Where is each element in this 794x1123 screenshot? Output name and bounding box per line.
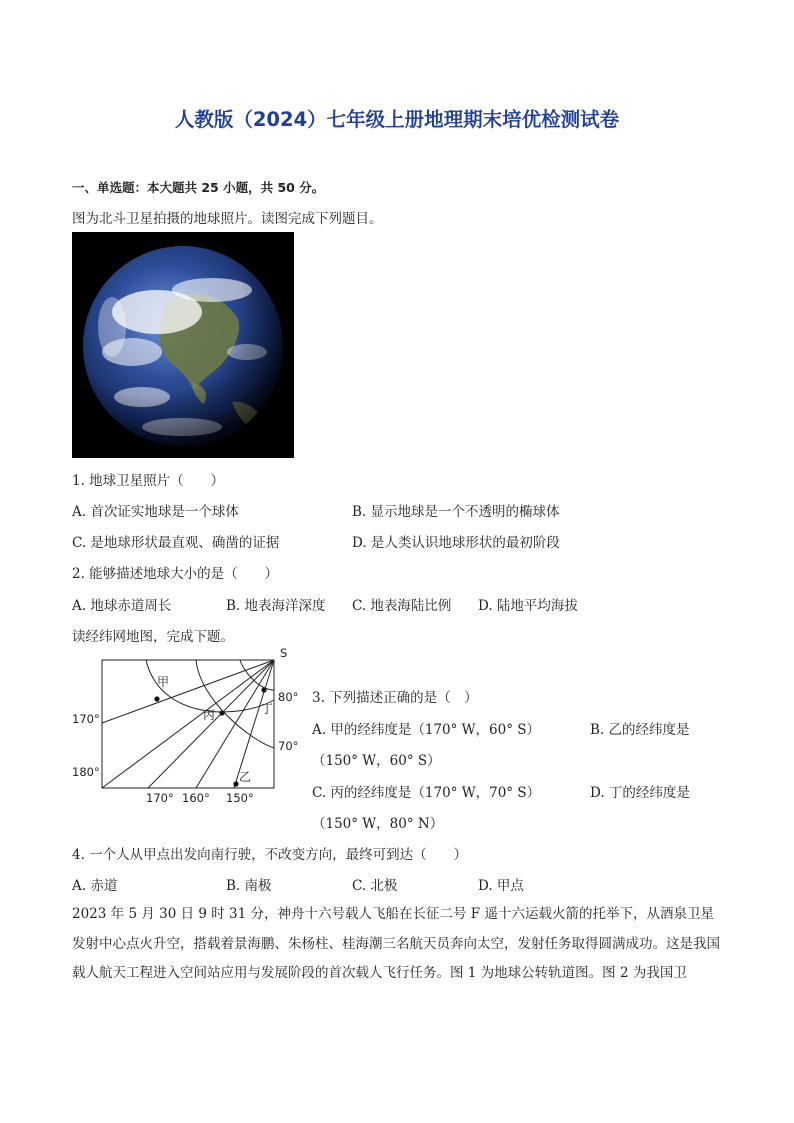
label-b160: 160° [182, 791, 210, 805]
point-ding [261, 687, 266, 692]
q1-option-c[interactable]: C. 是地球形状最直观、确凿的证据 [72, 535, 280, 551]
graticule-map [68, 644, 308, 810]
q1-option-a[interactable]: A. 首次证实地球是一个球体 [72, 504, 239, 520]
q1-option-b[interactable]: B. 显示地球是一个不透明的椭球体 [352, 504, 560, 520]
q3-option-b-continued: （150° W，60° S） [312, 753, 441, 769]
meridian-line [196, 660, 274, 788]
label-left180: 180° [72, 765, 100, 779]
earth-photo [72, 232, 294, 458]
q4-stem: 4. 一个人从甲点出发向南行驶，不改变方向，最终可到达（ ） [72, 847, 468, 863]
label-jia: 甲 [157, 675, 170, 689]
label-left170: 170° [72, 712, 100, 726]
q3-option-c[interactable]: C. 丙的经纬度是（170° W，70° S） [312, 785, 541, 801]
label-b170: 170° [146, 791, 174, 805]
intro-text-2: 读经纬网地图，完成下题。 [72, 629, 234, 645]
point-yi [233, 781, 238, 786]
label-lat70: 70° [278, 739, 299, 753]
q3-option-d[interactable]: D. 丁的经纬度是 [590, 785, 690, 801]
label-b150: 150° [226, 791, 254, 805]
label-ding: 丁 [261, 702, 274, 716]
q4-option-c[interactable]: C. 北极 [352, 878, 398, 894]
q3-option-b[interactable]: B. 乙的经纬度是 [590, 722, 690, 738]
q1-option-d[interactable]: D. 是人类认识地球形状的最初阶段 [352, 535, 560, 551]
q4-option-b[interactable]: B. 南极 [226, 878, 272, 894]
section-heading: 一、单选题：本大题共 25 小题，共 50 分。 [72, 180, 325, 195]
passage-text: 2023 年 5 月 30 日 9 时 31 分，神舟十六号载人飞船在长征二号 F 遥十六运载火箭的托举下，从酒泉卫星发射中心点火升空，搭载着景海鹏、朱杨柱、桂海潮三名航天员奔向太空，发射任务取得圆满成功。这是我国载人航天工程进入空间站应用与发展阶段的首次载人飞行任务。图 1 为地球公转轨道图。图 2 为我国卫 [72, 906, 720, 981]
q4-option-a[interactable]: A. 赤道 [72, 878, 118, 894]
q4-option-d[interactable]: D. 甲点 [478, 878, 524, 894]
label-lat80: 80° [278, 690, 299, 704]
q3-option-d-continued: （150° W，80° N） [312, 816, 444, 832]
label-yi: 乙 [239, 770, 252, 784]
q2-stem: 2. 能够描述地球大小的是（ ） [72, 566, 279, 582]
point-jia [154, 696, 159, 701]
meridian-line [102, 660, 274, 723]
meridian-line [234, 660, 274, 788]
q1-stem: 1. 地球卫星照片（ ） [72, 473, 225, 489]
q2-option-c[interactable]: C. 地表海陆比例 [352, 598, 452, 614]
label-bing: 丙 [203, 708, 216, 722]
page-title: 人教版（2024）七年级上册地理期末培优检测试卷 [174, 108, 620, 131]
q2-option-a[interactable]: A. 地球赤道周长 [72, 598, 172, 614]
intro-text-1: 图为北斗卫星拍摄的地球照片。读图完成下列题目。 [72, 211, 383, 227]
q2-option-d[interactable]: D. 陆地平均海拔 [478, 598, 578, 614]
q3-option-a[interactable]: A. 甲的经纬度是（170° W，60° S） [312, 722, 540, 738]
label-pole: S [280, 646, 288, 660]
meridian-line [102, 660, 274, 788]
q3-stem: 3. 下列描述正确的是（ ） [312, 690, 478, 706]
point-bing [219, 710, 224, 715]
q2-option-b[interactable]: B. 地表海洋深度 [226, 598, 326, 614]
